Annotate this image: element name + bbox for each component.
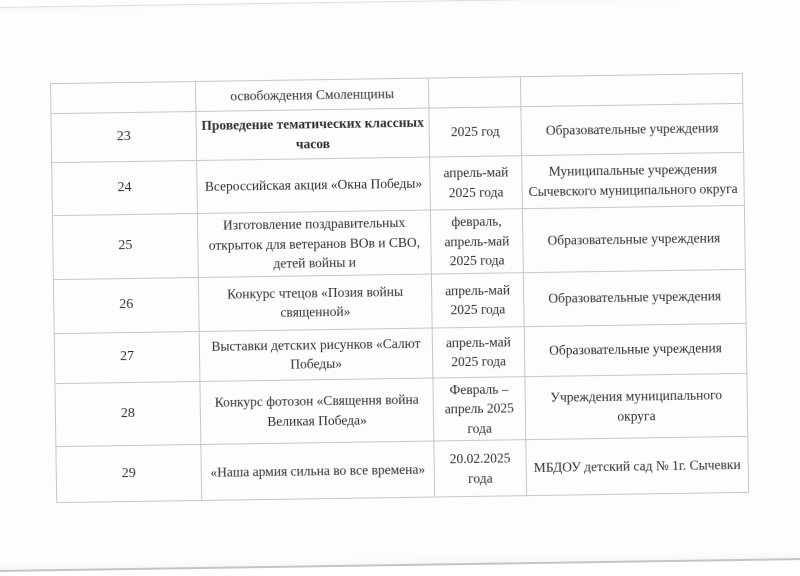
org-cell: Образовательные учреждения	[522, 205, 745, 272]
row-number-cell: 29	[56, 445, 202, 503]
org-cell: Муниципальные учреждения Сычевского муниципального округа	[522, 152, 745, 208]
date-cell: 2025 год	[429, 107, 522, 157]
row-number-cell: 27	[54, 331, 200, 383]
row-number-cell: 28	[55, 381, 201, 447]
row-number-cell: 26	[53, 277, 199, 333]
event-cell: освобождения Смоленщины	[195, 78, 428, 111]
org-cell: Образовательные учреждения	[523, 269, 746, 326]
org-cell	[520, 73, 742, 106]
table-row	[56, 437, 749, 503]
table-row	[52, 205, 745, 279]
events-table	[50, 73, 749, 504]
event-cell: Выставки детских рисунков «Салют Победы»	[199, 328, 433, 381]
row-number-cell: 25	[52, 213, 198, 279]
row-number-cell: 23	[51, 112, 197, 163]
date-cell: апрель-май 2025 года	[431, 272, 524, 327]
date-cell: апрель-май 2025 года	[432, 326, 525, 377]
event-cell: Проведение тематических классных часов	[196, 108, 430, 160]
event-cell: Изготовление поздравительных открыток для ветеранов ВОв и СВО, детей войны и	[197, 210, 431, 277]
date-cell: апрель-май 2025 года	[430, 156, 523, 210]
org-cell: Учреждения муниципального округа	[525, 373, 748, 440]
date-cell	[428, 77, 520, 108]
event-cell: Конкурс чтецов «Позия войны священной»	[198, 274, 432, 331]
date-cell: Февраль – апрель 2025 года	[433, 376, 526, 441]
date-cell: 20.02.2025 года	[434, 440, 527, 497]
org-cell: Образовательные учреждения	[521, 103, 744, 155]
org-cell: МБДОУ детский сад № 1г. Сычевки	[526, 437, 749, 496]
row-number-cell: 24	[52, 161, 198, 216]
table-row	[55, 373, 748, 447]
event-cell: «Наша армия сильна во все времена»	[201, 441, 435, 500]
row-number-cell	[50, 82, 195, 114]
event-cell: Конкурс фотозон «Священня война Великая Победа»	[200, 378, 434, 445]
date-cell: февраль, апрель-май 2025 года	[430, 209, 523, 274]
org-cell: Образовательные учреждения	[524, 323, 747, 376]
event-cell: Всероссийская акция «Окна Победы»	[197, 157, 431, 213]
